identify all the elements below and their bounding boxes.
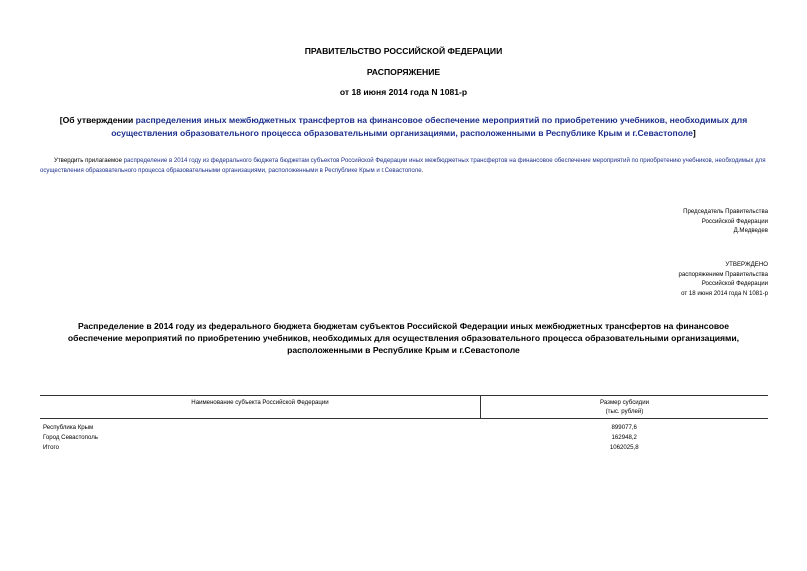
document-title bbox=[40, 114, 767, 139]
title-prefix: [Об утверждении bbox=[59, 115, 136, 125]
region-name: Итого bbox=[43, 444, 59, 452]
header-subsidy-amount: Размер субсидии (тыс. рублей) bbox=[481, 396, 769, 419]
approval-line: от 18 июня 2014 года N 1081-р bbox=[681, 289, 768, 297]
subsidy-value: 162948,2 bbox=[611, 434, 637, 442]
document-type: РАСПОРЯЖЕНИЕ bbox=[366, 67, 441, 77]
body-link[interactable]: распределение в 2014 году из федерального бюджета бюджетам субъектов Российской Федерации иных межбюджетных трансфертов на финансовое обеспечение мероприятий по приобретению учебников, необходимых для осуществления образовательного процесса образовательными организациями, расположенными в Республике Крым и г.Севастополе bbox=[40, 157, 766, 174]
distribution-title: Распределение в 2014 году из федерального бюджета бюджетам субъектов Российской Федерации иных межбюджетных трансфертов на финансовое обеспечение мероприятий по приобретению учебников, необходимых для осуществления образовательного процесса образовательными организациями, расположенными в Республике Крым и г.Севастополе bbox=[67, 321, 740, 356]
body-intro: Утвердить прилагаемое bbox=[54, 157, 124, 164]
body-end: . bbox=[421, 166, 424, 174]
table-row bbox=[40, 418, 768, 433]
subsidy-value: 899077,6 bbox=[611, 423, 637, 431]
subsidy-value: 1062025,8 bbox=[609, 444, 639, 452]
header-region-name: Наименование субъекта Российской Федерации bbox=[40, 396, 481, 419]
body-paragraph bbox=[40, 156, 767, 176]
title-link[interactable]: распределения иных межбюджетных трансфертов на финансовое обеспечение мероприятий по приобретению учебников, необходимых для осуществления образовательного процесса образовательными организациями, расположенными в Республике Крым и г.Севастополе bbox=[111, 115, 748, 138]
approval-block bbox=[679, 260, 768, 298]
government-heading: ПРАВИТЕЛЬСТВО РОССИЙСКОЙ ФЕДЕРАЦИИ bbox=[304, 46, 503, 56]
table-row bbox=[40, 433, 768, 443]
table-header-row bbox=[40, 396, 768, 419]
subsidy-table bbox=[40, 395, 768, 454]
title-suffix: ] bbox=[692, 127, 696, 138]
signature-block bbox=[683, 207, 768, 236]
table-row bbox=[40, 443, 768, 453]
signature-line: Российской Федерации bbox=[701, 217, 768, 225]
approval-line: распоряжением Правительства bbox=[678, 270, 768, 278]
approval-line: Российской Федерации bbox=[701, 280, 768, 288]
approval-line: УТВЕРЖДЕНО bbox=[725, 261, 768, 268]
region-name: Республика Крым bbox=[43, 423, 94, 431]
signature-line: Председатель Правительства bbox=[683, 208, 768, 215]
document-date-number: от 18 июня 2014 года N 1081-р bbox=[339, 87, 468, 97]
signature-line: Д.Медведев bbox=[733, 227, 768, 235]
region-name: Город Севастополь bbox=[43, 434, 98, 442]
